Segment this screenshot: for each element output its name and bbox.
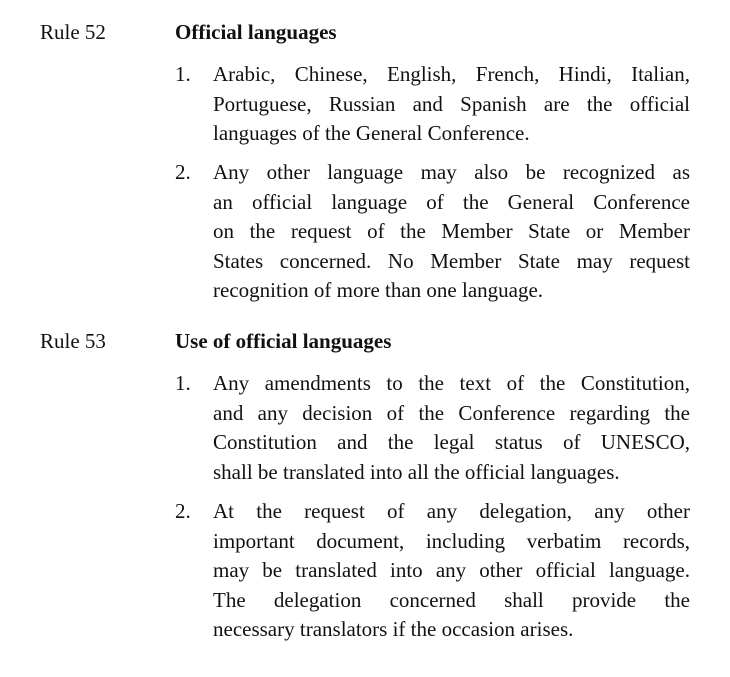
item-line: Any amendments to the text of the Constitution, — [213, 371, 690, 395]
item-line: and any decision of the Conference regarding the — [213, 400, 690, 425]
item-line: important document, including verbatim records, — [213, 528, 690, 553]
item-line: Portuguese, Russian and Spanish are the official — [213, 91, 690, 116]
item-number: 1. — [175, 62, 191, 86]
item-text — [213, 60, 690, 149]
item-line: languages of the General Conference. — [213, 121, 530, 145]
item-line: shall be translated into all the official languages. — [213, 459, 620, 484]
item-line: Arabic, Chinese, English, French, Hindi, Italian, — [213, 62, 690, 86]
item-number: 2. — [175, 499, 191, 523]
item-line: Any other language may also be recognized as — [213, 160, 690, 184]
item-line: States concerned. No Member State may request — [213, 248, 690, 273]
item-number: 2. — [175, 160, 191, 184]
item-line: At the request of any delegation, any other — [213, 499, 690, 523]
item-number: 1. — [175, 371, 191, 395]
item-line: on the request of the Member State or Member — [213, 219, 690, 243]
item-line: necessary translators if the occasion arises. — [213, 617, 574, 641]
rule-label: Rule 53 — [40, 329, 106, 353]
rule-title: Use of official languages — [175, 329, 392, 353]
item-line: may be translated into any other official language. — [213, 558, 690, 582]
rule-title: Official languages — [175, 20, 337, 44]
rule-label: Rule 52 — [40, 20, 106, 44]
item-line: Constitution and the legal status of UNESCO, — [213, 430, 690, 454]
item-text — [213, 369, 690, 487]
item-line: an official language of the General Conference — [213, 189, 690, 214]
item-line: The delegation concerned shall provide the — [213, 587, 690, 612]
item-line: recognition of more than one language. — [213, 278, 544, 302]
item-text — [213, 497, 690, 645]
item-text — [213, 158, 690, 306]
